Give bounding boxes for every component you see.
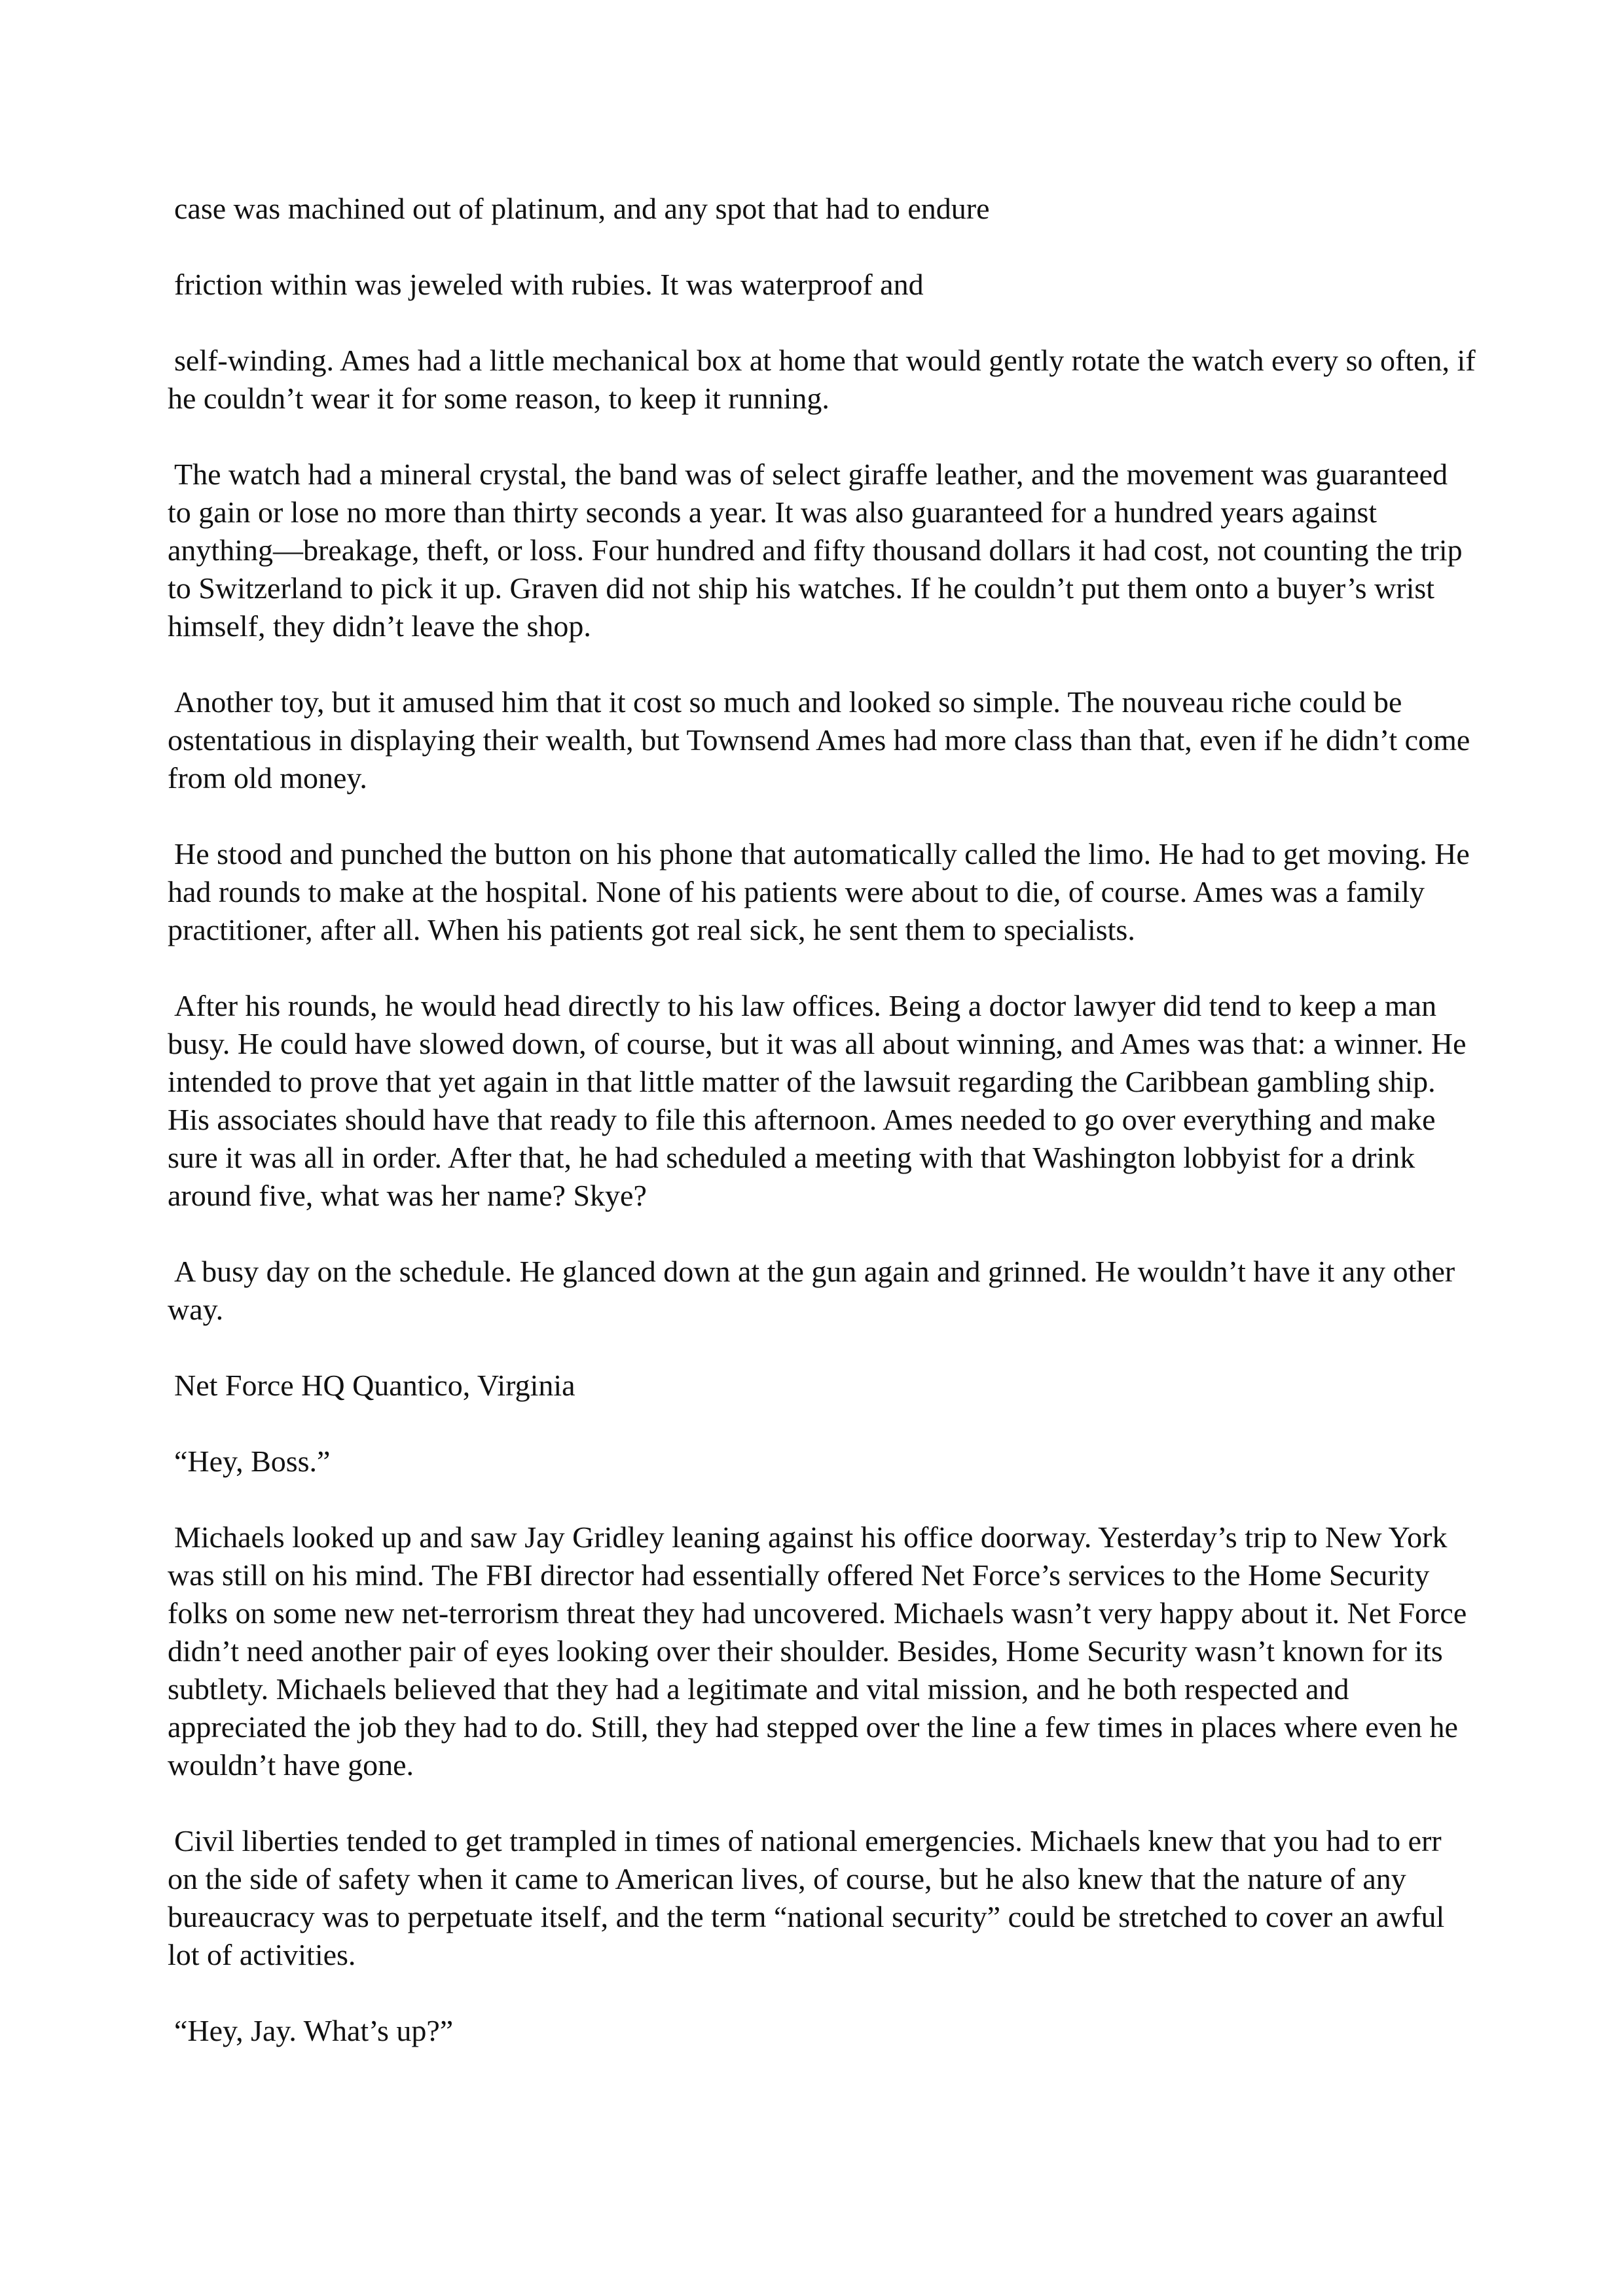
paragraph-text: Net Force HQ Quantico, Virginia [174, 1369, 575, 1402]
scene-heading [168, 1367, 1477, 1405]
paragraph-text: The watch had a mineral crystal, the band was of select giraffe leather, and the movement was guaranteed to gain or lose no more than thirty seconds a year. It was also guaranteed for a hundred years against anything—breakage, theft, or loss. Four hundred and fifty thousand dollars it had cost, not counting the trip to Switzerland to pick it up. Graven did not ship his watches. If he couldn’t put them onto a buyer’s wrist himself, they didn’t leave the shop. [168, 457, 1463, 643]
paragraph-7 [168, 987, 1477, 1215]
paragraph-text: After his rounds, he would head directly to his law offices. Being a doctor lawyer did tend to keep a man busy. He could have slowed down, of course, but it was all about winning, and Ames was that: a winner. He intended to prove that yet again in that little matter of the lawsuit regarding the Caribbean gambling ship. His associates should have that ready to file this afternoon. Ames needed to go over everything and make sure it was all in order. After that, he had scheduled a meeting with that Washington lobbyist for a drink around five, what was her name? Skye? [168, 989, 1467, 1212]
paragraph-6 [168, 835, 1477, 949]
paragraph-3 [168, 342, 1477, 418]
paragraph-text: Another toy, but it amused him that it cost so much and looked so simple. The nouveau riche could be ostentatious in displaying their wealth, but Townsend Ames had more class than that, even if he didn’t come from old money. [168, 685, 1470, 795]
paragraph-text: friction within was jeweled with rubies. It was waterproof and [174, 268, 924, 301]
paragraph-text: self-winding. Ames had a little mechanical box at home that would gently rotate the watch every so often, if he couldn’t wear it for some reason, to keep it running. [168, 344, 1476, 415]
paragraph-text: A busy day on the schedule. He glanced down at the gun again and grinned. He wouldn’t have it any other way. [168, 1255, 1455, 1326]
paragraph-text: case was machined out of platinum, and any spot that had to endure [174, 192, 990, 225]
paragraph-2 [168, 266, 1477, 304]
paragraph-text: Michaels looked up and saw Jay Gridley leaning against his office doorway. Yesterday’s trip to New York was still on his mind. The FBI director had essentially offered Net Force’s services to the Home Security folks on some new net-terrorism threat they had uncovered. Michaels wasn’t very happy about it. Net Force didn’t need another pair of eyes looking over their shoulder. Besides, Home Security wasn’t known for its subtlety. Michaels believed that they had a legitimate and vital mission, and he both respected and appreciated the job they had to do. Still, they had stepped over the line a few times in places where even he wouldn’t have gone. [168, 1520, 1467, 1782]
body-text [168, 190, 1477, 2088]
paragraph-13 [168, 2012, 1477, 2050]
paragraph-text: Civil liberties tended to get trampled in times of national emergencies. Michaels knew that you had to err on the side of safety when it came to American lives, of course, but he also knew that the nature of any bureaucracy was to perpetuate itself, and the term “national security” could be stretched to cover an awful lot of activities. [168, 1824, 1445, 1971]
paragraph-5 [168, 683, 1477, 797]
paragraph-4 [168, 456, 1477, 645]
paragraph-1 [168, 190, 1477, 228]
paragraph-text: He stood and punched the button on his phone that automatically called the limo. He had to get moving. He had rounds to make at the hospital. None of his patients were about to die, of course. Ames was a family practitioner, after all. When his patients got real sick, he sent them to specialists. [168, 837, 1470, 946]
paragraph-8 [168, 1253, 1477, 1329]
paragraph-text: “Hey, Jay. What’s up?” [174, 2014, 454, 2047]
paragraph-10 [168, 1443, 1477, 1480]
paragraph-12 [168, 1822, 1477, 1974]
paragraph-text: “Hey, Boss.” [174, 1444, 331, 1478]
paragraph-11 [168, 1518, 1477, 1784]
